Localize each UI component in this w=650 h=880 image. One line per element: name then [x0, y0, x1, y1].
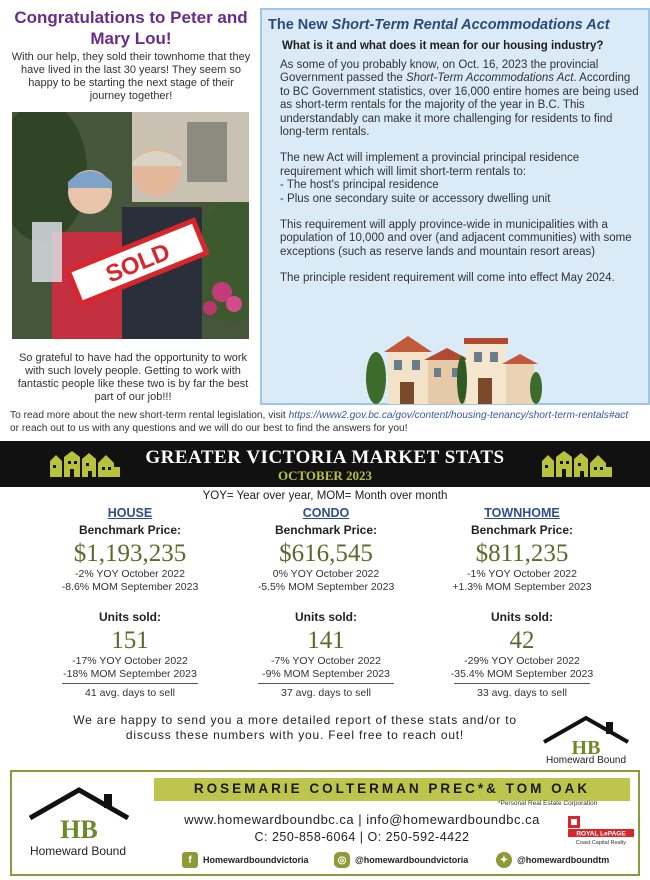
logo-letters-small: HB: [571, 737, 601, 759]
house-price-yoy: -2% YOY October 2022: [75, 568, 185, 580]
facebook-link[interactable]: [182, 852, 309, 868]
act-p2-item-2: - Plus one secondary suite or accessory dwelling unit: [280, 192, 551, 205]
legislation-suffix: or reach out to us with any questions and we will do our best to find the answers for you!: [10, 422, 408, 434]
house-price-mom: -8.6% MOM September 2023: [61, 580, 199, 593]
clients-photo: [12, 112, 249, 339]
house-benchmark-label: Benchmark Price:: [78, 523, 182, 537]
house-units-yoy: -17% YOY October 2022: [72, 655, 188, 667]
instagram-handle: @homewardboundvictoria: [355, 855, 469, 865]
congrats-title: Congratulations to Peter and Mary Lou!: [14, 8, 248, 48]
townhouse-right-icon: [540, 449, 614, 477]
prec-note: *Personal Real Estate Corporation: [498, 800, 598, 807]
brand-name-large: Homeward Bound: [29, 844, 127, 858]
condo-price-mom: -5.5% MOM September 2023: [257, 580, 395, 593]
townhome-price-yoy: -1% YOY October 2022: [467, 568, 577, 580]
agent-footer: [10, 770, 640, 876]
banner-title: GREATER VICTORIA MARKET STATS: [145, 447, 505, 468]
banner-subtitle: OCTOBER 2023: [277, 468, 373, 483]
townhome-divider: [454, 683, 590, 684]
townhome-price: $811,235: [475, 540, 569, 567]
condo-price-yoy: 0% YOY October 2022: [272, 568, 380, 580]
twitter-link[interactable]: [496, 852, 609, 868]
house-days-to-sell: 41 avg. days to sell: [85, 687, 175, 699]
villas-illustration: [362, 328, 542, 404]
townhome-units-yoy: -29% YOY October 2022: [464, 655, 580, 667]
act-paragraph-2: [280, 152, 640, 206]
townhome-days-to-sell: 33 avg. days to sell: [477, 687, 567, 699]
facebook-handle: Homewardboundvictoria: [203, 855, 309, 865]
townhome-stats: [432, 506, 612, 699]
act-title: [268, 17, 610, 33]
homeward-bound-logo-large: [26, 786, 132, 848]
closing-message: We are happy to send you a more detailed report of these stats and/or to discuss these numbers with you. Feel free to reach out!: [73, 713, 517, 742]
phone-numbers[interactable]: C: 250-858-6064 | O: 250-592-4422: [254, 830, 470, 844]
condo-divider: [258, 683, 394, 684]
brand-name-small: Homeward Bound: [545, 755, 627, 766]
instagram-link[interactable]: [334, 852, 468, 868]
short-term-rental-panel: [260, 8, 650, 405]
act-p1-a: As some of you probably know, on Oct. 16, 2023 the provincial Government passed the: [280, 59, 599, 85]
twitter-handle: @homewardboundtm: [517, 855, 610, 865]
townhome-units: 42: [509, 627, 535, 654]
act-title-prefix: The New: [268, 17, 332, 33]
condo-days-to-sell: 37 avg. days to sell: [281, 687, 371, 699]
condo-price: $616,545: [279, 540, 373, 567]
condo-units: 141: [307, 627, 345, 654]
twitter-icon: ✦: [496, 852, 512, 868]
condo-type-label: CONDO: [302, 506, 350, 520]
townhome-units-label: Units sold:: [491, 610, 553, 624]
legislation-prefix: To read more about the new short-term rental legislation, visit: [10, 410, 289, 421]
act-title-italic: Short-Term Rental Accommodations Act: [331, 17, 610, 33]
brokerage-top: ROYAL LePAGE: [576, 830, 626, 838]
brokerage-bottom: Coast Capital Realty: [575, 840, 627, 846]
logo-letters-large: HB: [60, 815, 98, 844]
legislation-note: [10, 410, 640, 435]
market-stats-banner: [0, 441, 650, 487]
congrats-body: With our help, they sold their townhome that they have lived in the last 30 years! They seem so happy to be starting the next stage of their journey together!: [11, 51, 251, 102]
townhome-price-mom: +1.3% MOM September 2023: [452, 580, 592, 593]
yoy-mom-note: YOY= Year over year, MOM= Month over month: [202, 490, 448, 502]
agent-names-bar: [154, 778, 630, 801]
house-units-label: Units sold:: [99, 610, 161, 624]
facebook-icon: f: [182, 852, 198, 868]
condo-units-mom: -9% MOM September 2023: [262, 667, 390, 680]
condo-units-yoy: -7% YOY October 2022: [271, 655, 381, 667]
house-price: $1,193,235: [73, 540, 187, 567]
agent-names: ROSEMARIE COLTERMAN PREC*& TOM OAK: [193, 781, 591, 796]
congrats-section: [0, 0, 262, 405]
act-paragraph-4: The principle resident requirement will come into effect May 2024.: [280, 272, 615, 285]
townhome-type-label: TOWNHOME: [484, 506, 560, 520]
house-units-mom: -18% MOM September 2023: [63, 667, 197, 680]
act-p1-italic: Short-Term Accommodations Act: [405, 72, 574, 85]
legislation-link[interactable]: https://www2.gov.bc.ca/gov/content/housing-tenancy/short-term-rentals#act: [288, 410, 629, 421]
condo-units-label: Units sold:: [295, 610, 357, 624]
act-paragraph-1: [280, 59, 640, 139]
condo-benchmark-label: Benchmark Price:: [274, 523, 378, 537]
townhome-units-mom: -35.4% MOM September 2023: [450, 667, 594, 680]
house-stats: [40, 506, 220, 699]
act-body: [280, 59, 640, 299]
act-p1-b: . According to BC Government statistics, over 16,000 entire homes are being used as short-term rentals for the majority of the year in B.C. This understandably can make it more challenging for residents to find long-term rentals.: [280, 72, 639, 139]
house-divider: [62, 683, 198, 684]
act-p2: The new Act will implement a provincial principal residence requirement which will limit short-term rentals to:: [280, 152, 580, 178]
act-subtitle: What is it and what does it mean for our housing industry?: [282, 40, 604, 52]
clients-photo-illustration: [12, 112, 249, 339]
condo-stats: [236, 506, 416, 699]
townhome-benchmark-label: Benchmark Price:: [470, 523, 574, 537]
website-email[interactable]: www.homewardboundbc.ca | info@homewardboundbc.ca: [184, 812, 540, 827]
house-type-label: HOUSE: [107, 506, 153, 520]
sold-sign-text: SOLD: [101, 238, 174, 289]
royal-lepage-logo: [568, 816, 634, 846]
act-p2-item-1: - The host's principal residence: [280, 179, 439, 192]
act-paragraph-3: This requirement will apply province-wide in municipalities with a population of 10,000 and over (and adjacent communities) with some exceptions (such as reserve lands and mountain resort areas): [280, 219, 632, 258]
instagram-icon: ◎: [334, 852, 350, 868]
house-units: 151: [111, 627, 149, 654]
congrats-closing: So grateful to have had the opportunity to work with such lovely people. Getting to work with fantastic people like these two is by far the best part of our job!!!: [17, 352, 249, 403]
